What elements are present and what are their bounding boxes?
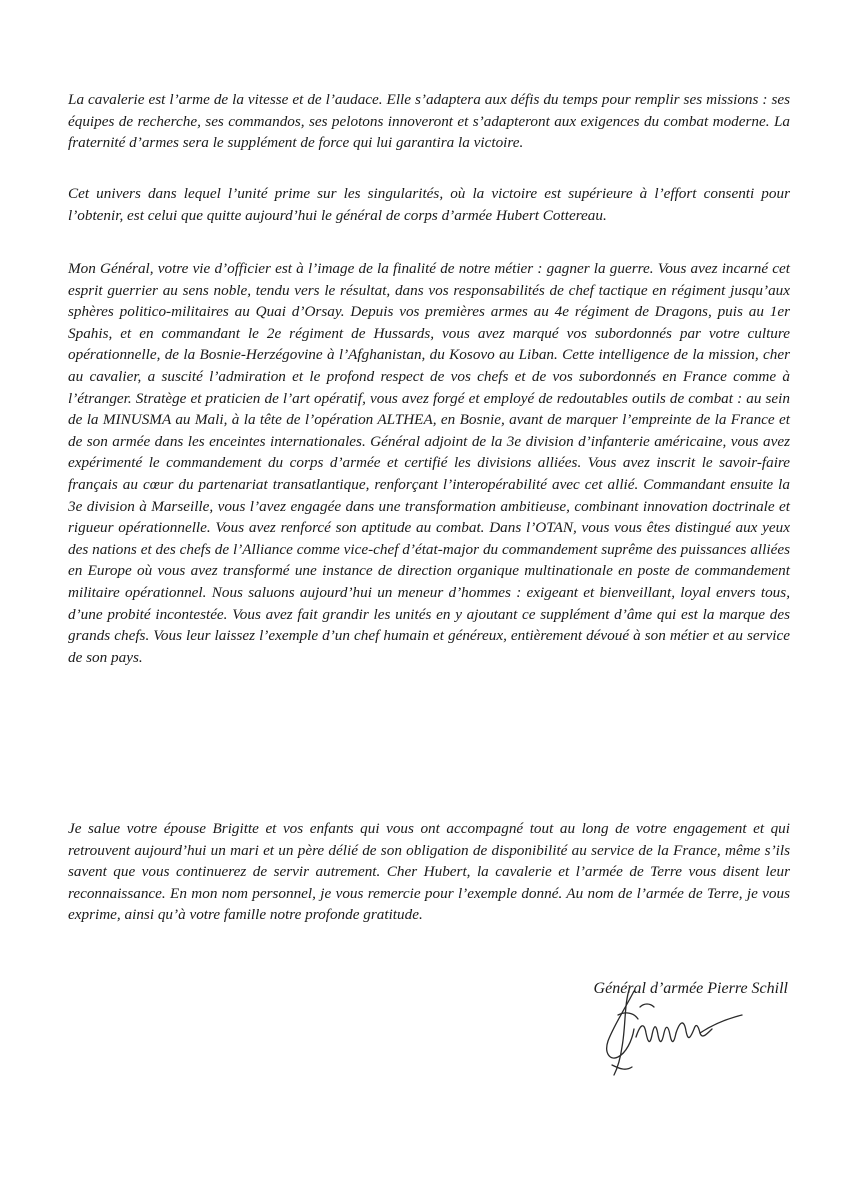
signatory-name: Général d’armée Pierre Schill xyxy=(593,980,788,997)
paragraph-cavalerie xyxy=(68,89,790,154)
paragraph-text: Mon Général, votre vie d’officier est à l’image de la finalité de notre métier : gagner la guerre. Vous avez incarné cet esprit guerrier au sens noble, tendu vers le résultat, dans vos responsabilités de chef tactique en régiment jusqu’aux sphères politico-militaires au Quai d’Orsay. Depuis vos premières armes au 4e régiment de Dragons, puis au 1er Spahis, et en commandant le 2e régiment de Hussards, vous avez marqué vos subordonnés par votre culture opérationnelle, de la Bosnie-Herzégovine à l’Afghanistan, du Kosovo au Liban. Cette intelligence de la mission, cher au cavalier, a suscité l’admiration et le profond respect de vos chefs et de vos subordonnés en France comme à l’étranger. Stratège et praticien de l’art opératif, vous avez forgé et employé de redoutables outils de combat : au sein de la MINUSMA au Mali, à la tête de l’opération ALTHEA, en Bosnie, avant de marquer l’empreinte de la France et de son armée dans les enceintes internationales. Général adjoint de la 3e division d’infanterie américaine, vous avez expérimenté le commandement du corps d’armée et certifié les divisions alliées. Vous avez inscrit le savoir-faire français au cœur du partenariat transatlantique, renforçant l’interopérabilité avec cet allié. Commandant ensuite la 3e division à Marseille, vous l’avez engagée dans une transformation ambitieuse, combinant innovation doctrinale et rigueur opérationnelle. Vous avez renforcé son aptitude au combat. Dans l’OTAN, vous vous êtes distingué aux yeux des nations et des chefs de l’Alliance comme vice-chef d’état-major du commandement suprême des puissances alliées en Europe où vous avez transformé une instance de direction organique multinationale en poste de commandement militaire opérationnel. Nous saluons aujourd’hui un meneur d’hommes : exigeant et bienveillant, loyal envers tous, d’une probité incontestée. Vous avez fait grandir les unités en y ajoutant ce supplément d’âme qui est la marque des grands chefs. Vous leur laissez l’exemple d’un chef humain et généreux, entièrement dévoué à son métier et au service de son pays. xyxy=(68,260,790,666)
paragraph-text: La cavalerie est l’arme de la vitesse et de l’audace. Elle s’adaptera aux défis du temps pour remplir ses missions : ses équipes de recherche, ses commandos, ses pelotons innoveront et s’adapteront aux exigences du combat moderne. La fraternité d’armes sera le supplément de force qui lui garantira la victoire. xyxy=(68,91,790,152)
paragraph-text: Cet univers dans lequel l’unité prime sur les singularités, où la victoire est supérieure à l’effort consenti pour l’obtenir, est celui que quitte aujourd’hui le général de corps d’armée Hubert Cottereau. xyxy=(68,185,790,224)
paragraph-tribute xyxy=(68,258,790,668)
paragraph-univers xyxy=(68,183,790,226)
paragraph-text: Je salue votre épouse Brigitte et vos enfants qui vous ont accompagné tout au long de votre engagement et qui retrouvent aujourd’hui un mari et un père délié de son obligation de disponibilité au service de la France, même s’ils savent que vous continuerez de servir autrement. Cher Hubert, la cavalerie et l’armée de Terre vous disent leur reconnaissance. En mon nom personnel, je vous remercie pour l’exemple donné. Au nom de l’armée de Terre, je vous exprime, ainsi qu’à votre famille notre profonde gratitude. xyxy=(68,820,790,924)
handwritten-signature xyxy=(596,985,746,1080)
paragraph-closing xyxy=(68,818,790,926)
